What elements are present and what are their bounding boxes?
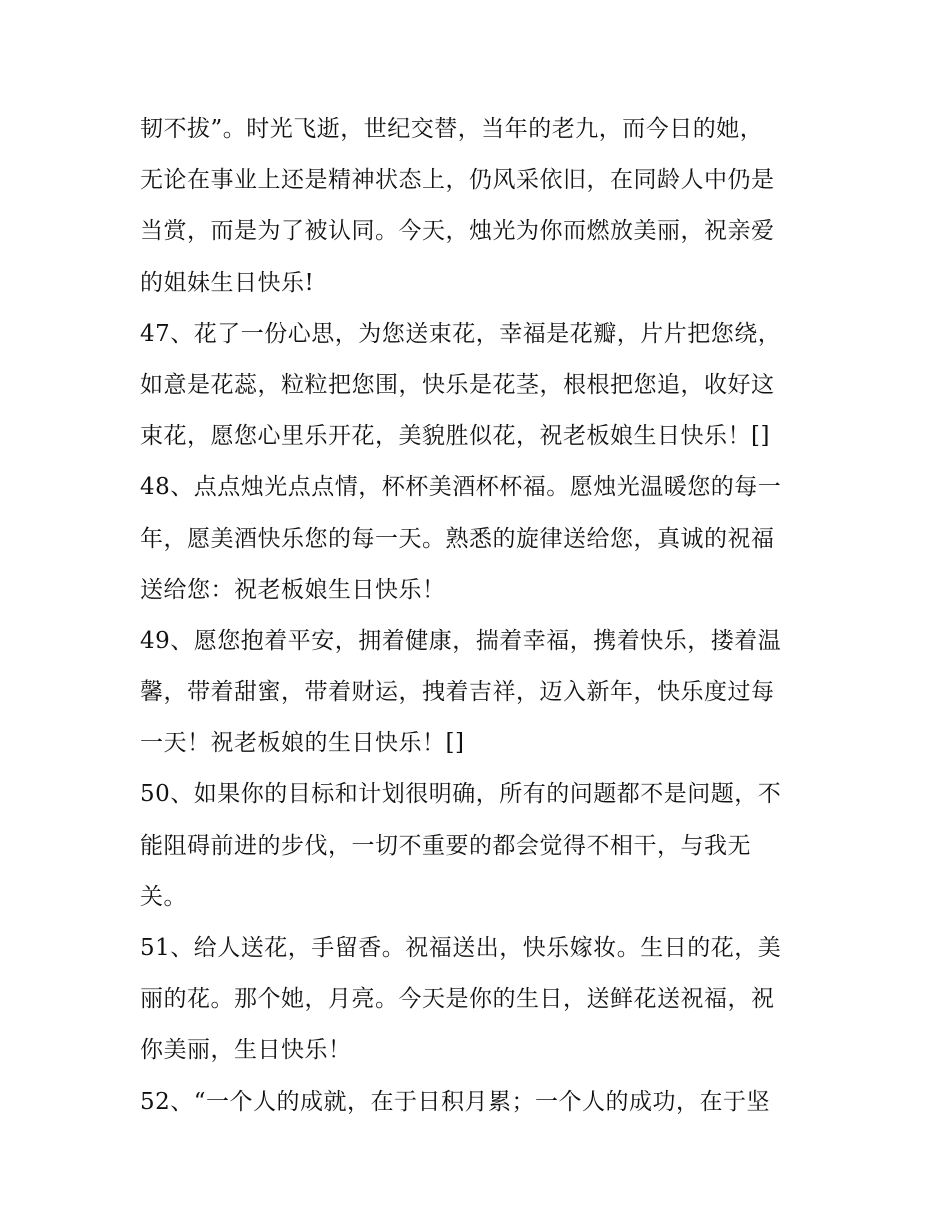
- text-line: 50、如果你的目标和计划很明确，所有的问题都不是问题，不: [140, 781, 782, 808]
- text-line: 当赏，而是为了被认同。今天，烛光为你而燃放美丽，祝亲爱: [140, 218, 775, 245]
- text-line: 丽的花。那个她，月亮。今天是你的生日，送鲜花送祝福，祝: [140, 986, 775, 1013]
- text-line: 你美丽，生日快乐！: [140, 1037, 352, 1064]
- text-line: 49、愿您抱着平安，拥着健康，揣着幸福，携着快乐，搂着温: [140, 627, 782, 654]
- text-line: 能阻碍前进的步伐，一切不重要的都会觉得不相干，与我无: [140, 832, 751, 859]
- text-line: 一天！祝老板娘的生日快乐！[]: [140, 730, 465, 757]
- document-body: [140, 104, 820, 1128]
- text-line: 关。: [140, 883, 187, 910]
- text-line: 的姐妹生日快乐!: [140, 269, 315, 296]
- text-line: 48、点点烛光点点情，杯杯美酒杯杯福。愿烛光温暖您的每一: [140, 474, 782, 501]
- text-line: 52、“一个人的成就，在于日积月累；一个人的成功，在于坚: [140, 1088, 771, 1115]
- text-line: 如意是花蕊，粒粒把您围，快乐是花茎，根根把您追，收好这: [140, 371, 775, 398]
- text-line: 送给您：祝老板娘生日快乐！: [140, 576, 446, 603]
- text-line: 47、花了一份心思，为您送束花，幸福是花瓣，片片把您绕，: [140, 320, 782, 347]
- text-line: 束花，愿您心里乐开花，美貌胜似花，祝老板娘生日快乐！[]: [140, 423, 770, 450]
- text-line: 馨，带着甜蜜，带着财运，拽着吉祥，迈入新年，快乐度过每: [140, 679, 775, 706]
- text-line: 51、给人送花，手留香。祝福送出，快乐嫁妆。生日的花，美: [140, 935, 782, 961]
- text-line: 韧不拔”。时光飞逝，世纪交替，当年的老九，而今日的她，: [140, 116, 764, 142]
- text-line: 年，愿美酒快乐您的每一天。熟悉的旋律送给您，真诚的祝福: [140, 525, 775, 552]
- text-line: 无论在事业上还是精神状态上，仍风采依旧，在同龄人中仍是: [140, 167, 775, 194]
